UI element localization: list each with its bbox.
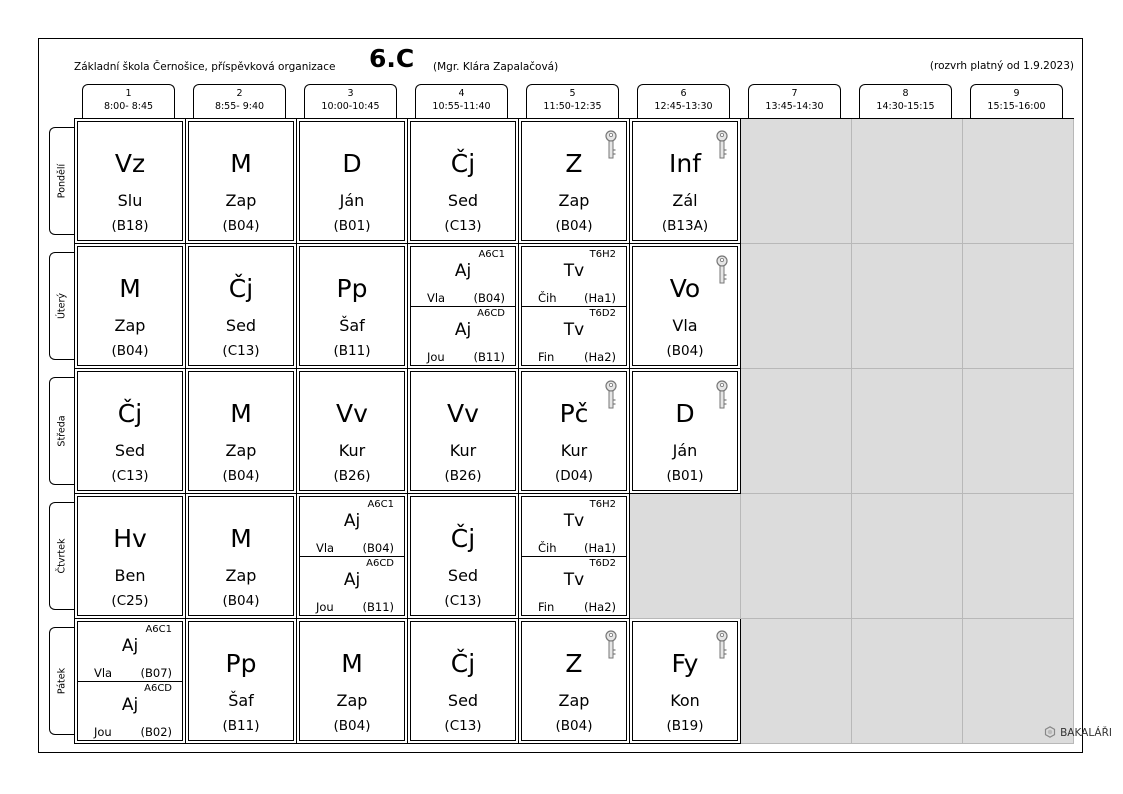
brand-label: BAKALÁŘI (1060, 727, 1112, 739)
lesson-cell (630, 244, 741, 369)
room: (B26) (444, 468, 482, 484)
empty-cell (741, 494, 852, 619)
period-header (193, 84, 286, 118)
lesson-cell (75, 494, 186, 619)
teacher: Ben (114, 566, 146, 585)
room: (B01) (666, 468, 704, 484)
subject: Fy (671, 649, 699, 678)
empty-cell (963, 244, 1074, 369)
room: (C13) (444, 218, 482, 234)
empty-cell (741, 244, 852, 369)
group-code: A6C1 (478, 249, 505, 260)
room: (B04) (362, 541, 394, 555)
subject: Čj (450, 149, 476, 178)
lesson-card (632, 371, 738, 491)
lesson-card (299, 496, 405, 616)
period-header (526, 84, 619, 118)
teacher: Šaf (339, 316, 365, 335)
period-header (970, 84, 1063, 118)
room: (B04) (473, 291, 505, 305)
room: (C13) (111, 468, 149, 484)
teacher: Zap (114, 316, 146, 335)
lesson-cell (297, 119, 408, 244)
period-header (82, 84, 175, 118)
teacher: Zap (225, 441, 257, 460)
subject: M (230, 149, 252, 178)
subject: Inf (668, 149, 702, 178)
teacher: Fin (538, 600, 555, 614)
period-header (304, 84, 397, 118)
teacher: Sed (225, 316, 257, 335)
subject: Vv (336, 399, 368, 428)
lesson-card (299, 371, 405, 491)
key-icon (604, 630, 618, 660)
group-code: T6H2 (589, 249, 616, 260)
teacher: Sed (114, 441, 146, 460)
lesson-cell (75, 369, 186, 494)
lesson-cell (408, 494, 519, 619)
period-header (748, 84, 841, 118)
subject: Aj (343, 511, 361, 531)
day-tab (49, 627, 74, 735)
class-name: 6.C (369, 44, 415, 73)
lesson-cell (630, 619, 741, 744)
empty-cell (852, 494, 963, 619)
teacher: Kur (449, 441, 477, 460)
subject: Z (565, 149, 583, 178)
subject: Hv (113, 524, 147, 553)
lesson-card (188, 621, 294, 741)
teacher: Vla (316, 541, 335, 555)
subject: Aj (343, 570, 361, 590)
room: (Ha2) (584, 350, 616, 364)
period-header (859, 84, 952, 118)
lesson-card (77, 621, 183, 741)
subject: Pp (225, 649, 257, 678)
lesson-cell (630, 369, 741, 494)
subject: Čj (228, 274, 254, 303)
lesson-cell (519, 244, 630, 369)
room: (Ha2) (584, 600, 616, 614)
room: (Ha1) (584, 541, 616, 555)
lesson-cell (519, 619, 630, 744)
room: (B04) (555, 218, 593, 234)
lesson-cell (408, 369, 519, 494)
key-icon (715, 380, 729, 410)
teacher: Slu (117, 191, 143, 210)
empty-cell (852, 119, 963, 244)
period-number: 1 (125, 88, 132, 99)
lesson-card (188, 121, 294, 241)
lesson-cell (297, 369, 408, 494)
lesson-cell (186, 369, 297, 494)
room: (B04) (333, 718, 371, 734)
group-code: T6D2 (589, 558, 616, 569)
empty-cell (852, 369, 963, 494)
period-number: 7 (791, 88, 798, 99)
brand-footer (1044, 726, 1112, 739)
lesson-card (77, 371, 183, 491)
lesson-cell (408, 619, 519, 744)
teacher: Vla (94, 666, 113, 680)
lesson-card (188, 246, 294, 366)
lesson-card (410, 121, 516, 241)
day-label: Pátek (56, 667, 68, 695)
subject: Čj (117, 399, 143, 428)
group-code: A6C1 (145, 624, 172, 635)
bakalari-logo-icon (1044, 726, 1056, 738)
class-teacher: (Mgr. Klára Zapalačová) (433, 61, 559, 73)
key-icon (715, 630, 729, 660)
subject: Vo (669, 274, 701, 303)
group-code: T6D2 (589, 308, 616, 319)
room: (Ha1) (584, 291, 616, 305)
lesson-cell (186, 494, 297, 619)
key-icon (715, 130, 729, 160)
lesson-cell (408, 119, 519, 244)
lesson-cell (297, 494, 408, 619)
lesson-cell (519, 119, 630, 244)
day-label: Pondělí (56, 163, 68, 199)
lesson-card (77, 121, 183, 241)
group-lesson (411, 306, 515, 365)
subject: Z (565, 649, 583, 678)
period-time: 14:30-15:15 (876, 101, 935, 112)
room: (B01) (333, 218, 371, 234)
subject: M (341, 649, 363, 678)
day-label: Čtvrtek (56, 538, 68, 574)
teacher: Jou (427, 350, 445, 364)
subject: D (675, 399, 695, 428)
lesson-card (299, 621, 405, 741)
lesson-card (410, 496, 516, 616)
group-lesson (300, 556, 404, 615)
school-name: Základní škola Černošice, příspěvková organizace (74, 61, 336, 73)
lesson-cell (75, 119, 186, 244)
teacher: Kon (670, 691, 700, 710)
day-tab (49, 252, 74, 360)
period-number: 3 (347, 88, 354, 99)
teacher: Sed (447, 566, 479, 585)
room: (B04) (222, 593, 260, 609)
teacher: Zap (336, 691, 368, 710)
room: (B07) (140, 666, 172, 680)
period-number: 5 (569, 88, 576, 99)
lesson-card (188, 371, 294, 491)
room: (B13A) (661, 218, 709, 234)
teacher: Zap (558, 691, 590, 710)
key-icon (604, 130, 618, 160)
group-lesson (411, 247, 515, 307)
lesson-card (299, 121, 405, 241)
lesson-cell (75, 244, 186, 369)
group-lesson (522, 497, 626, 557)
room: (B04) (555, 718, 593, 734)
teacher: Ján (339, 191, 365, 210)
period-number: 9 (1013, 88, 1020, 99)
teacher: Čih (538, 541, 557, 555)
room: (B04) (222, 218, 260, 234)
teacher: Zap (225, 191, 257, 210)
subject: Pč (559, 399, 589, 428)
room: (B04) (111, 343, 149, 359)
room: (B18) (111, 218, 149, 234)
teacher: Kur (338, 441, 366, 460)
day-tab (49, 502, 74, 610)
period-time: 13:45-14:30 (765, 101, 824, 112)
teacher: Zap (558, 191, 590, 210)
teacher: Kur (560, 441, 588, 460)
period-header (637, 84, 730, 118)
lesson-cell (519, 369, 630, 494)
room: (C13) (222, 343, 260, 359)
empty-cell (963, 369, 1074, 494)
empty-cell (852, 244, 963, 369)
day-tab (49, 377, 74, 485)
lesson-cell (297, 619, 408, 744)
subject: Vv (447, 399, 479, 428)
timetable-grid (74, 118, 1074, 744)
lesson-cell (408, 244, 519, 369)
lesson-card (632, 121, 738, 241)
period-time: 10:55-11:40 (432, 101, 491, 112)
room: (B11) (473, 350, 505, 364)
lesson-card (632, 621, 738, 741)
teacher: Šaf (228, 691, 254, 710)
group-lesson (522, 306, 626, 365)
lesson-cell (297, 244, 408, 369)
period-time: 15:15-16:00 (987, 101, 1046, 112)
group-code: A6C1 (367, 499, 394, 510)
empty-cell (741, 369, 852, 494)
room: (B19) (666, 718, 704, 734)
lesson-card (410, 246, 516, 366)
empty-cell (852, 619, 963, 744)
subject: Tv (563, 320, 585, 340)
lesson-card (77, 246, 183, 366)
teacher: Ján (672, 441, 698, 460)
lesson-card (410, 371, 516, 491)
group-code: T6H2 (589, 499, 616, 510)
room: (B26) (333, 468, 371, 484)
period-number: 8 (902, 88, 909, 99)
subject: Čj (450, 649, 476, 678)
lesson-cell (186, 119, 297, 244)
period-time: 8:55- 9:40 (214, 101, 265, 112)
lesson-card (521, 496, 627, 616)
room: (B11) (333, 343, 371, 359)
room: (B04) (222, 468, 260, 484)
teacher: Vla (672, 316, 698, 335)
day-label: Úterý (56, 292, 68, 320)
lesson-card (521, 121, 627, 241)
teacher: Zap (225, 566, 257, 585)
subject: Tv (563, 570, 585, 590)
period-number: 2 (236, 88, 243, 99)
subject: M (230, 399, 252, 428)
period-header (415, 84, 508, 118)
teacher: Zál (672, 191, 698, 210)
teacher: Fin (538, 350, 555, 364)
period-time: 11:50-12:35 (543, 101, 602, 112)
day-tab (49, 127, 74, 235)
teacher: Vla (427, 291, 446, 305)
period-time: 8:00- 8:45 (103, 101, 154, 112)
key-icon (604, 380, 618, 410)
empty-cell (963, 119, 1074, 244)
lesson-card (77, 496, 183, 616)
lesson-cell (75, 619, 186, 744)
group-lesson (300, 497, 404, 557)
room: (B02) (140, 725, 172, 739)
lesson-cell (630, 119, 741, 244)
group-lesson (78, 681, 182, 740)
subject: D (342, 149, 362, 178)
empty-cell (741, 119, 852, 244)
group-code: A6CD (477, 308, 505, 319)
key-icon (715, 255, 729, 285)
room: (C25) (111, 593, 149, 609)
lesson-card (632, 246, 738, 366)
period-number: 6 (680, 88, 687, 99)
room: (C13) (444, 593, 482, 609)
group-lesson (522, 556, 626, 615)
subject: Tv (563, 511, 585, 531)
subject: Tv (563, 261, 585, 281)
empty-cell (963, 494, 1074, 619)
room: (C13) (444, 718, 482, 734)
teacher: Sed (447, 691, 479, 710)
empty-cell (630, 494, 741, 619)
subject: Aj (121, 636, 139, 656)
lesson-card (188, 496, 294, 616)
subject: Aj (454, 320, 472, 340)
subject: Čj (450, 524, 476, 553)
day-label: Středa (56, 415, 68, 447)
subject: M (230, 524, 252, 553)
room: (D04) (554, 468, 594, 484)
group-lesson (522, 247, 626, 307)
period-number: 4 (458, 88, 465, 99)
group-lesson (78, 622, 182, 682)
teacher: Sed (447, 191, 479, 210)
period-time: 12:45-13:30 (654, 101, 713, 112)
lesson-card (299, 246, 405, 366)
subject: Vz (114, 149, 146, 178)
room: (B11) (362, 600, 394, 614)
period-time: 10:00-10:45 (321, 101, 380, 112)
subject: Aj (454, 261, 472, 281)
lesson-card (410, 621, 516, 741)
subject: M (119, 274, 141, 303)
lesson-card (521, 621, 627, 741)
subject: Pp (336, 274, 368, 303)
room: (B11) (222, 718, 260, 734)
lesson-cell (519, 494, 630, 619)
empty-cell (741, 619, 852, 744)
validity-date: (rozvrh platný od 1.9.2023) (929, 60, 1074, 72)
teacher: Čih (538, 291, 557, 305)
group-code: A6CD (144, 683, 172, 694)
teacher: Jou (94, 725, 112, 739)
lesson-cell (186, 244, 297, 369)
subject: Aj (121, 695, 139, 715)
lesson-cell (186, 619, 297, 744)
lesson-card (521, 371, 627, 491)
group-code: A6CD (366, 558, 394, 569)
teacher: Jou (316, 600, 334, 614)
lesson-card (521, 246, 627, 366)
room: (B04) (666, 343, 704, 359)
